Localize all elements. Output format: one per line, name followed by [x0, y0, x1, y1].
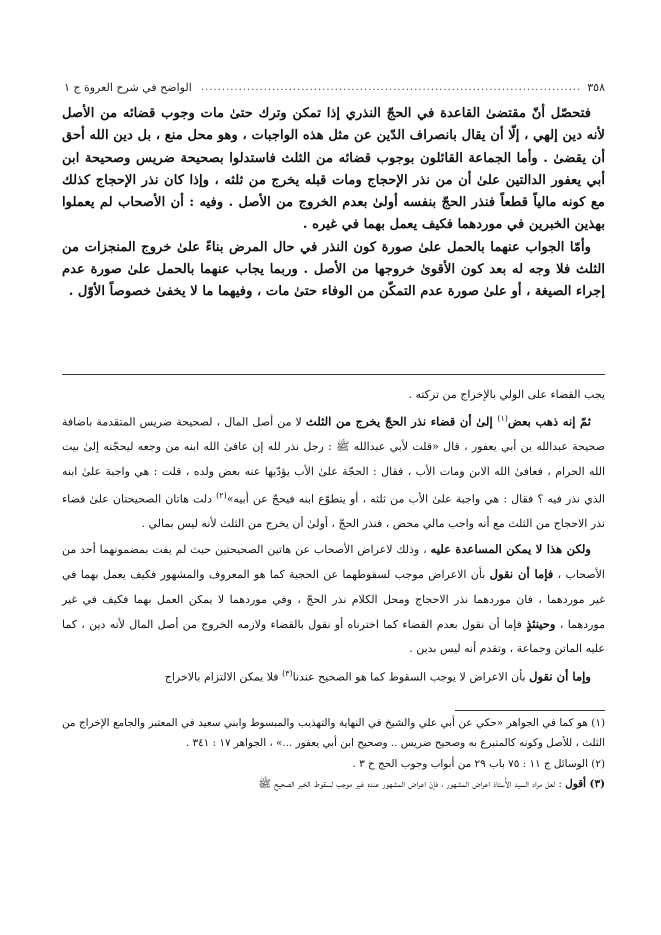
main-paragraph: فتحصّل أنّ مقتضىٰ القاعدة في الحجّ النذري إذا تمكن وترك حتىٰ مات وجوب قضائه من الأصل لأنه دين إلهي ، إلّا أن يقال بانصراف الدّين عن مثل هذه الواجبات ، وهو محل منع ، بل دين الله أحق أن يقضىٰ . وأما الجماعة القائلون بوجوب قضائه من الثلث فاستدلوا بصحيحة ضريس وصحيحة ابن أبي يعفور الدالتين علىٰ أن من نذر الإحجاج ومات قبله يخرج من ثلثه ، وإذا كان نذر الإحجاج كذلك مع كونه مالياً قطعاً فنذر الحجّ بنفسه أولىٰ بعدم الخروج من الأصل . وفيه : أن الأصحاب لم يعملوا بهذين الخبرين في موردهما فكيف يعمل بهما في غيره .: [62, 106, 605, 233]
bold-phrase: ولكن هذا لا يمكن المساعدة عليه: [430, 541, 591, 556]
text-run: بأن الاعراض لا يوجب السقوط كما هو الصحيح عندنا: [292, 670, 530, 684]
text-run: دلت هاتان الصحيحتان علىٰ قضاء نذر الاحجاج من الثلث مع أنه واجب مالي محض ، فنذر الحجّ ، أولىٰ أن يخرج من الثلث لأنه ليس بمالي .: [62, 492, 605, 531]
running-title: الواضح في شرح العروة ج ١: [64, 80, 192, 94]
text-run: فلا يمكن الالتزام بالاخراج: [164, 670, 283, 684]
footnote: [62, 774, 605, 794]
text-run: بأن الاعراض موجب لسقوطهما عن الحجية كما هو المعروف والمشهور فكيف يعمل بهما في غير موردهما ، فان موردهما نذر الاحجاج ومحل الكلام نذر الحجّ ، وفي موردهما لا يمكن العمل بهما فكيف في غير موردهما ،: [62, 568, 605, 631]
footnote: (٢) الوسائل ج ١١ : ٧٥ باب ٢٩ من أبواب وجوب الحج ح ٣ .: [352, 757, 605, 770]
running-header: [64, 78, 605, 96]
bold-phrase: إلىٰ أن قضاء نذر الحجّ يخرج من الثلث: [305, 415, 498, 430]
commentary-text: [62, 383, 605, 690]
text-run: ، وذلك لاعراض الأصحاب عن هاتين الصحيحتين حيث لم يفت بمضمونهما أحد من الأصحاب ،: [62, 542, 605, 582]
footnote-ref: (٣): [282, 668, 293, 678]
commentary-paragraph: [62, 662, 605, 690]
bold-phrase: ثمّ إنه ذهب بعض: [507, 415, 591, 430]
commentary-paragraph: يجب القضاء على الولي بالإخراج من تركته .: [408, 388, 605, 401]
main-paragraph: وأمّا الجواب عنهما بالحمل علىٰ صورة كون النذر في حال المرض بناءً علىٰ خروج المنجزات من الثلث فلا وجه له بعد كون الأقوىٰ خروجها من الأصل . وربما يجاب عنهما بالحمل علىٰ صورة عدم إجراء الصيغة ، أو علىٰ صورة عدم التمكّن من الوفاء حتىٰ مات ، وفيهما ما لا يخفىٰ خصوصاً الأوّل .: [62, 239, 605, 300]
section-divider: [62, 374, 605, 375]
footnote-ref: (٢): [216, 491, 227, 501]
footnote-ref: (١): [497, 414, 508, 424]
bold-phrase: وحينئذٍ: [526, 616, 556, 631]
text-run: : لعل مراد السيد الأُستاذ اعراض المشهور ، فإنّ اعراض المشهور عنده غير موجب لسقوط الخبر الصحيح ﷺ: [258, 778, 566, 791]
footnote: (١) هو كما في الجواهر «حكي عن أبي علي والشيخ في النهاية والتهذيب والمبسوط وابني سعيد في المعتبر والجامع الإخراج من الثلث ، للأصل وكونه كالمتبرع به وصحيح ضريس .. وصحيح ابن أبي يعفور ...» ، الجواهر ١٧ : ٣٤١ .: [62, 717, 605, 750]
bold-phrase: فإما أن نقول: [489, 567, 554, 582]
text-run: فإما أن نقول بعدم القضاء كما اخترناه أو نقول بالقضاء ولازمه الخروج من أصل المال لأنه دين ، كما عليه الماتن وجماعة ، وتقدم أنه ليس بدين .: [62, 617, 605, 656]
main-text: [62, 103, 605, 304]
bold-phrase: (٣) أقول: [565, 778, 605, 791]
bold-phrase: وإما أن نقول: [529, 669, 591, 684]
footnote-divider: [455, 710, 605, 711]
footnotes: [62, 713, 605, 795]
header-leader-dots: ...........................................................................................: [201, 81, 582, 93]
page-number: ٣٥٨: [587, 80, 605, 94]
commentary-paragraph: [62, 407, 605, 536]
text-run: لا من أصل المال ، لصحيحة ضريس المتقدمة باضافة صحيحة عبدالله بن أبي يعفور ، قال «قلت لأبي عبدالله ﷺ : رجل نذر لله إن عافىٰ الله ابنه من وجعه ليحجّنه إلىٰ بيت الله الحرام ، فعافىٰ الله الابن ومات الأب ، فقال : الحجّة علىٰ الأب يؤدّيها عنه بعض ولده ، قلت : هي واجبة علىٰ ابنه الذي نذر فيه ؟ فقال : هي واجبة علىٰ الأب من ثلثه ، أو يتطوّع ابنه فيحجّ عن أبيه»: [62, 416, 605, 506]
commentary-paragraph: [62, 537, 605, 662]
